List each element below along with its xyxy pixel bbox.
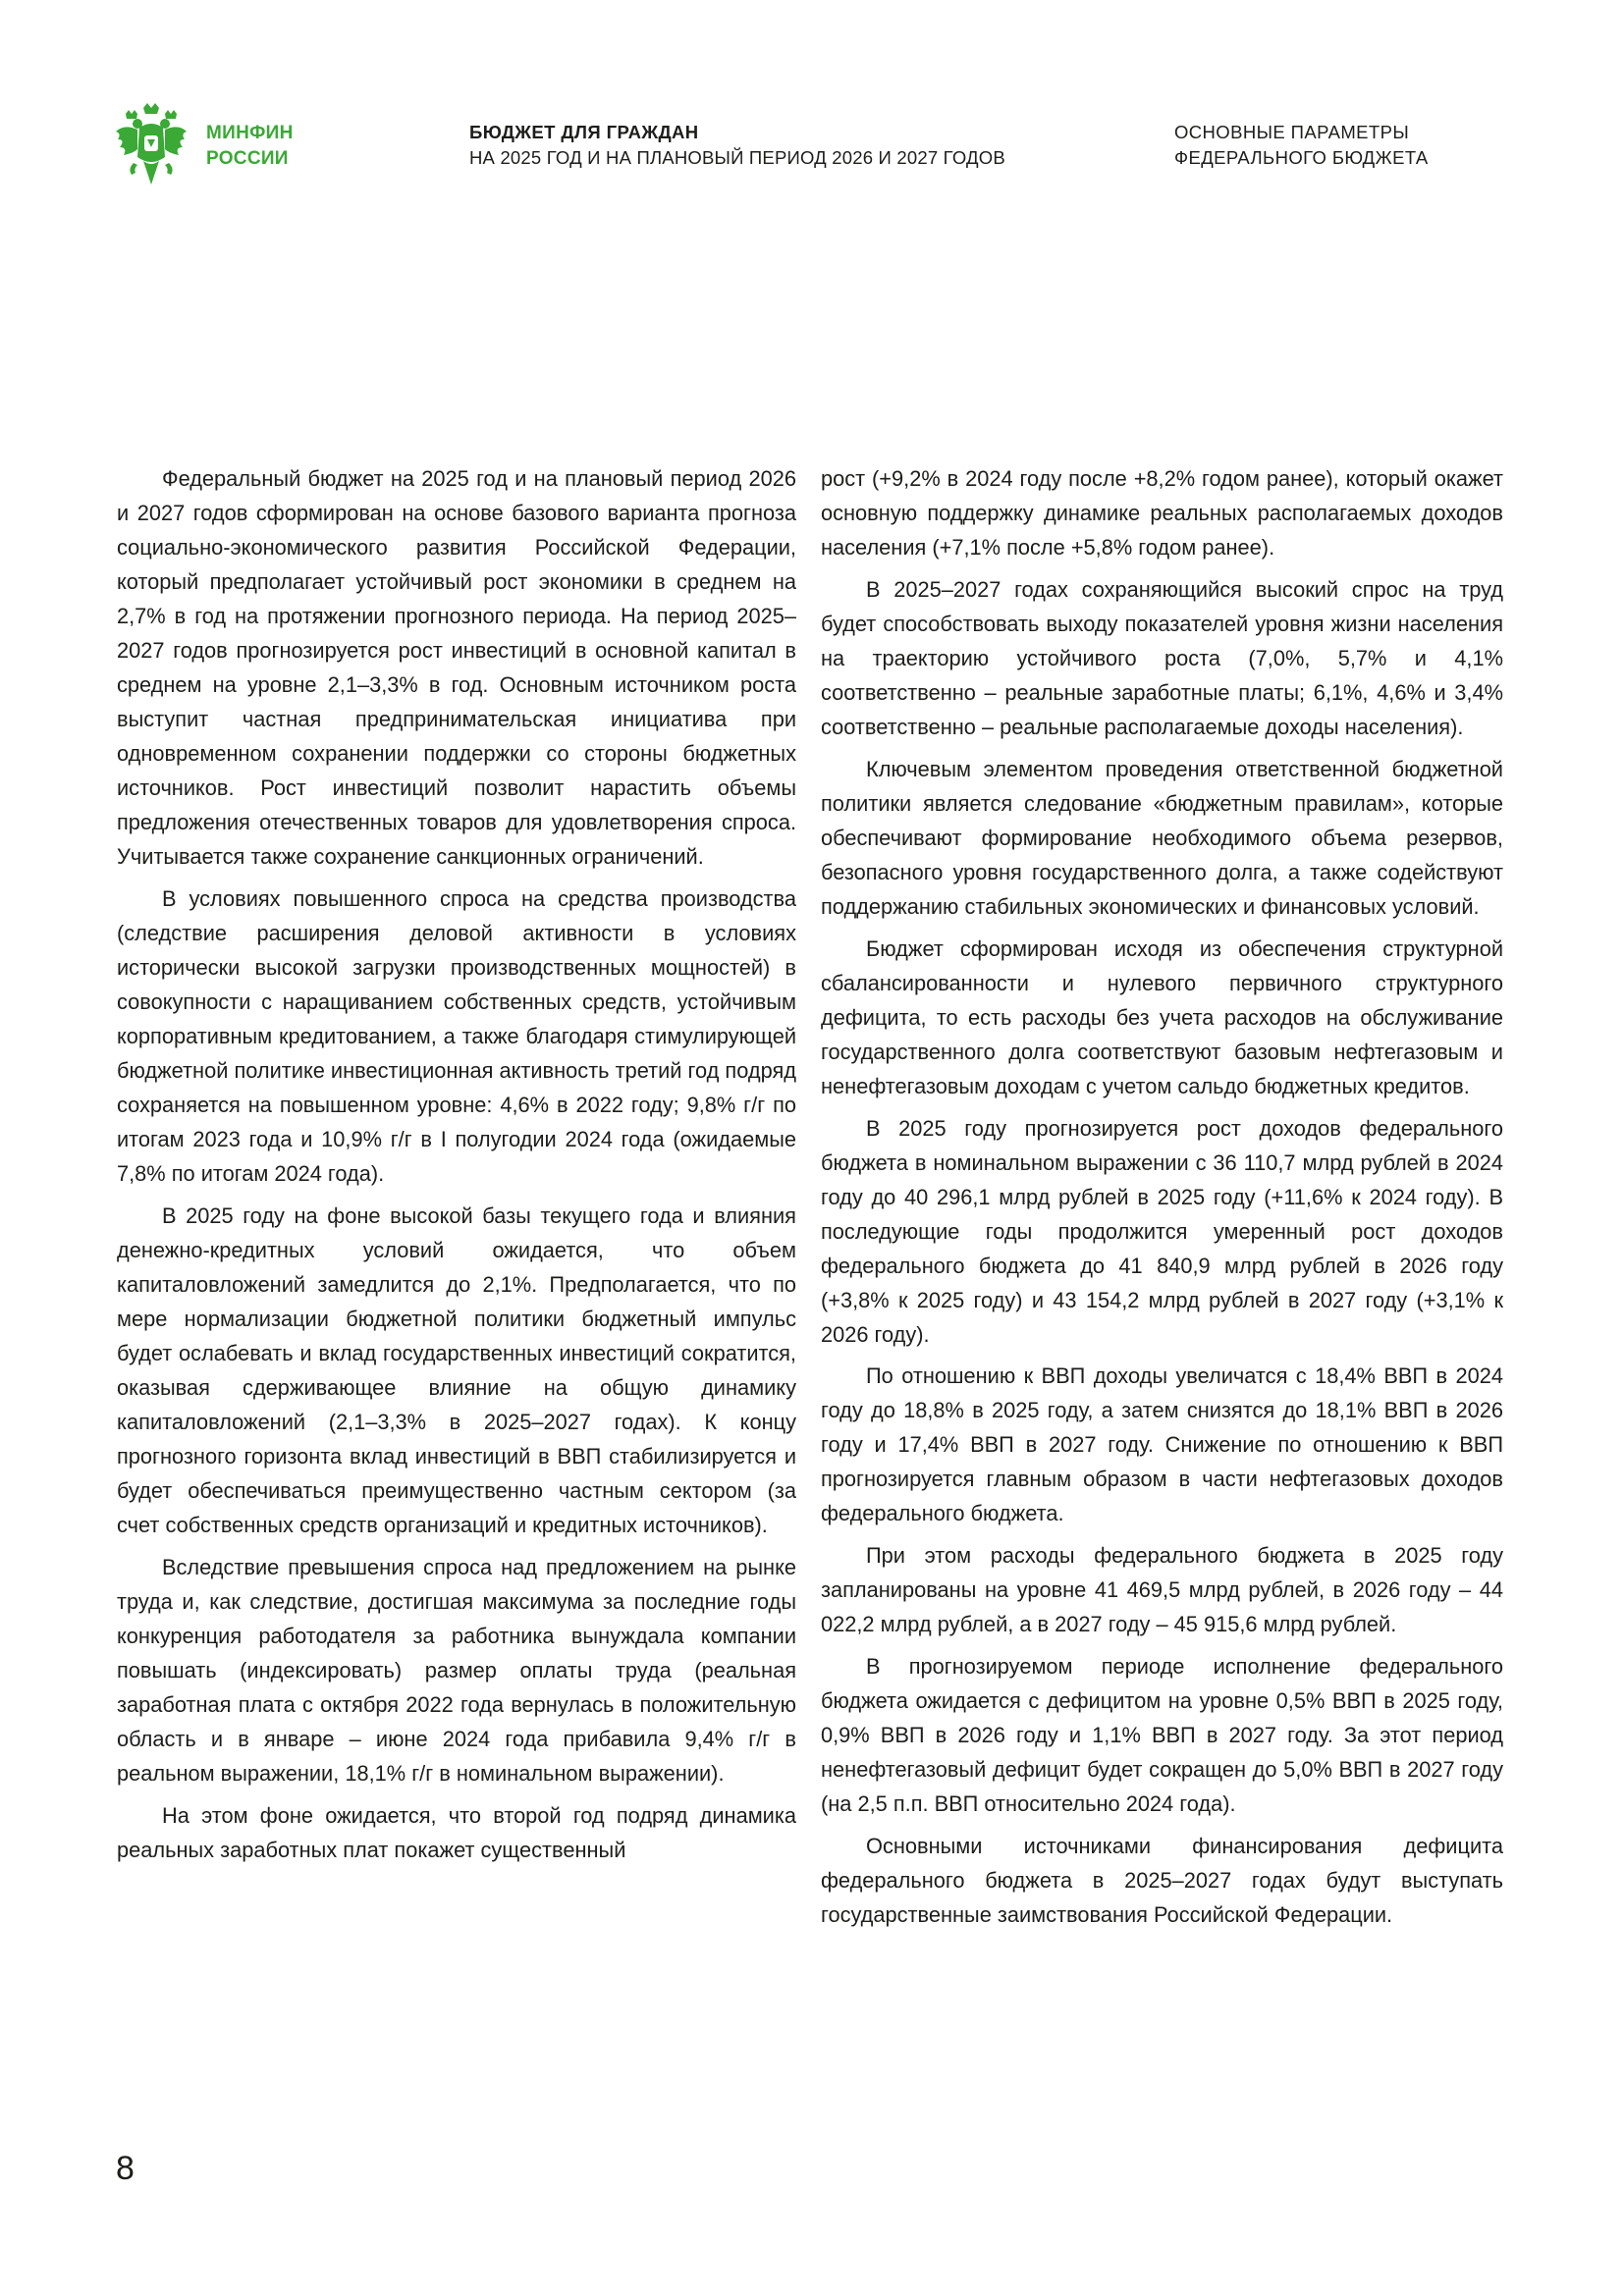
section-title-line-1: ОСНОВНЫЕ ПАРАМЕТРЫ <box>1174 122 1410 142</box>
section-title-line-2: ФЕДЕРАЛЬНОГО БЮДЖЕТА <box>1174 147 1429 168</box>
paragraph-continuation: рост (+9,2% в 2024 году после +8,2% годом ранее), который окажет основную поддержку динамике реальных располагаемых доходов населения (+7,1% после +5,8% годом ранее). <box>821 466 1503 560</box>
paragraph: Вследствие превышения спроса над предложением на рынке труда и, как следствие, достигшая максимума за последние годы конкуренция работодателя за работника вынуждала компании повышать (индексировать) размер оплаты труда (реальная заработная плата с октября 2022 года вернулась в положительную область и в январе – июне 2024 года прибавила 9,4% г/г в реальном выражении, 18,1% г/г в номинальном выражении). <box>117 1554 796 1786</box>
paragraph: Федеральный бюджет на 2025 год и на плановый период 2026 и 2027 годов сформирован на основе базового варианта прогноза социально-экономического развития Российской Федерации, который предполагает устойчивый рост экономики в среднем на 2,7% в год на протяжении прогнозного периода. На период 2025–2027 годов прогнозируется рост инвестиций в основной капитал в среднем на уровне 2,1–3,3% в год. Основным источником роста выступит частная предпринимательская инициатива при одновременном сохранении поддержки со стороны бюджетных источников. Рост инвестиций позволит нарастить объемы предложения отечественных товаров для удовлетворения спроса. Учитывается также сохранение санкционных ограничений. <box>117 466 796 869</box>
document-title-block <box>469 120 1005 171</box>
text-column-right <box>821 461 1503 1940</box>
paragraph: В 2025 году прогнозируется рост доходов федерального бюджета в номинальном выражении с 36 110,7 млрд рублей в 2024 году до 40 296,1 млрд рублей в 2025 году (+11,6% к 2024 году). В последующие годы продолжится умеренный рост доходов федерального бюджета до 41 840,9 млрд рублей в 2026 году (+3,8% к 2025 году) и 43 154,2 млрд рублей в 2027 году (+3,1% к 2026 году). <box>821 1115 1503 1347</box>
paragraph: Основными источниками финансирования дефицита федерального бюджета в 2025–2027 годах будут выступать государственные заимствования Российской Федерации. <box>821 1834 1503 1928</box>
paragraph: В 2025 году на фоне высокой базы текущего года и влияния денежно-кредитных условий ожидается, что объем капиталовложений замедлится до 2,1%. Предполагается, что по мере нормализации бюджетной политики бюджетный импульс будет ослабевать и вклад государственных инвестиций сократится, оказывая сдерживающее влияние на общую динамику капиталовложений (2,1–3,3% в 2025–2027 годах). К концу прогнозного горизонта вклад инвестиций в ВВП стабилизируется и будет обеспечиваться преимущественно частным сектором (за счет собственных средств организаций и кредитных источников). <box>117 1202 796 1537</box>
paragraph: В прогнозируемом периоде исполнение федерального бюджета ожидается с дефицитом на уровне 0,5% ВВП в 2025 году, 0,9% ВВП в 2026 году и 1,1% ВВП в 2027 году. За этот период ненефтегазовый дефицит будет сокращен до 5,0% ВВП в 2027 году (на 2,5 п.п. ВВП относительно 2024 года). <box>821 1654 1503 1817</box>
logo-line-1: МИНФИН <box>206 123 294 143</box>
section-title <box>1174 120 1429 171</box>
logo-line-2: РОССИИ <box>206 148 289 169</box>
page-number: 8 <box>116 2150 135 2187</box>
paragraph: На этом фоне ожидается, что второй год подряд динамика реальных заработных плат покажет существенный <box>117 1802 796 1862</box>
document-title: БЮДЖЕТ ДЛЯ ГРАЖДАН <box>469 122 699 142</box>
text-column-left <box>117 461 796 1874</box>
coat-of-arms-icon <box>114 102 189 188</box>
paragraph: Бюджет сформирован исходя из обеспечения структурной сбалансированности и нулевого первичного структурного дефицита, то есть расходы без учета расходов на обслуживание государственного долга соответствуют базовым нефтегазовым и ненефтегазовым доходам с учетом сальдо бюджетных кредитов. <box>821 935 1503 1098</box>
paragraph: Ключевым элементом проведения ответственной бюджетной политики является следование «бюджетным правилам», которые обеспечивают формирование необходимого объема резервов, безопасного уровня государственного долга, а также содействуют поддержанию стабильных экономических и финансовых условий. <box>821 756 1503 919</box>
paragraph: В условиях повышенного спроса на средства производства (следствие расширения деловой активности в условиях исторически высокой загрузки производственных мощностей) в совокупности с наращиванием собственных средств, устойчивым корпоративным кредитованием, а также благодаря стимулирующей бюджетной политике инвестиционная активность третий год подряд сохраняется на повышенном уровне: 4,6% в 2022 году; 9,8% г/г по итогам 2023 года и 10,9% г/г в I полугодии 2024 года (ожидаемые 7,8% по итогам 2024 года). <box>117 885 796 1186</box>
ministry-logo-text <box>206 121 294 172</box>
document-subtitle: НА 2025 ГОД И НА ПЛАНОВЫЙ ПЕРИОД 2026 И 2027 ГОДОВ <box>469 147 1005 168</box>
paragraph: В 2025–2027 годах сохраняющийся высокий спрос на труд будет способствовать выходу показателей уровня жизни населения на траекторию устойчивого роста (7,0%, 5,7% и 4,1% соответственно – реальные заработные платы; 6,1%, 4,6% и 3,4% соответственно – реальные располагаемые доходы населения). <box>821 576 1503 739</box>
paragraph: При этом расходы федерального бюджета в 2025 году запланированы на уровне 41 469,5 млрд рублей, в 2026 году – 44 022,2 млрд рублей, а в 2027 году – 45 915,6 млрд рублей. <box>821 1543 1503 1637</box>
paragraph: По отношению к ВВП доходы увеличатся с 18,4% ВВП в 2024 году до 18,8% в 2025 году, а затем снизятся до 18,1% ВВП в 2026 году и 17,4% ВВП в 2027 году. Снижение по отношению к ВВП прогнозируется главным образом в части нефтегазовых доходов федерального бюджета. <box>821 1363 1503 1526</box>
